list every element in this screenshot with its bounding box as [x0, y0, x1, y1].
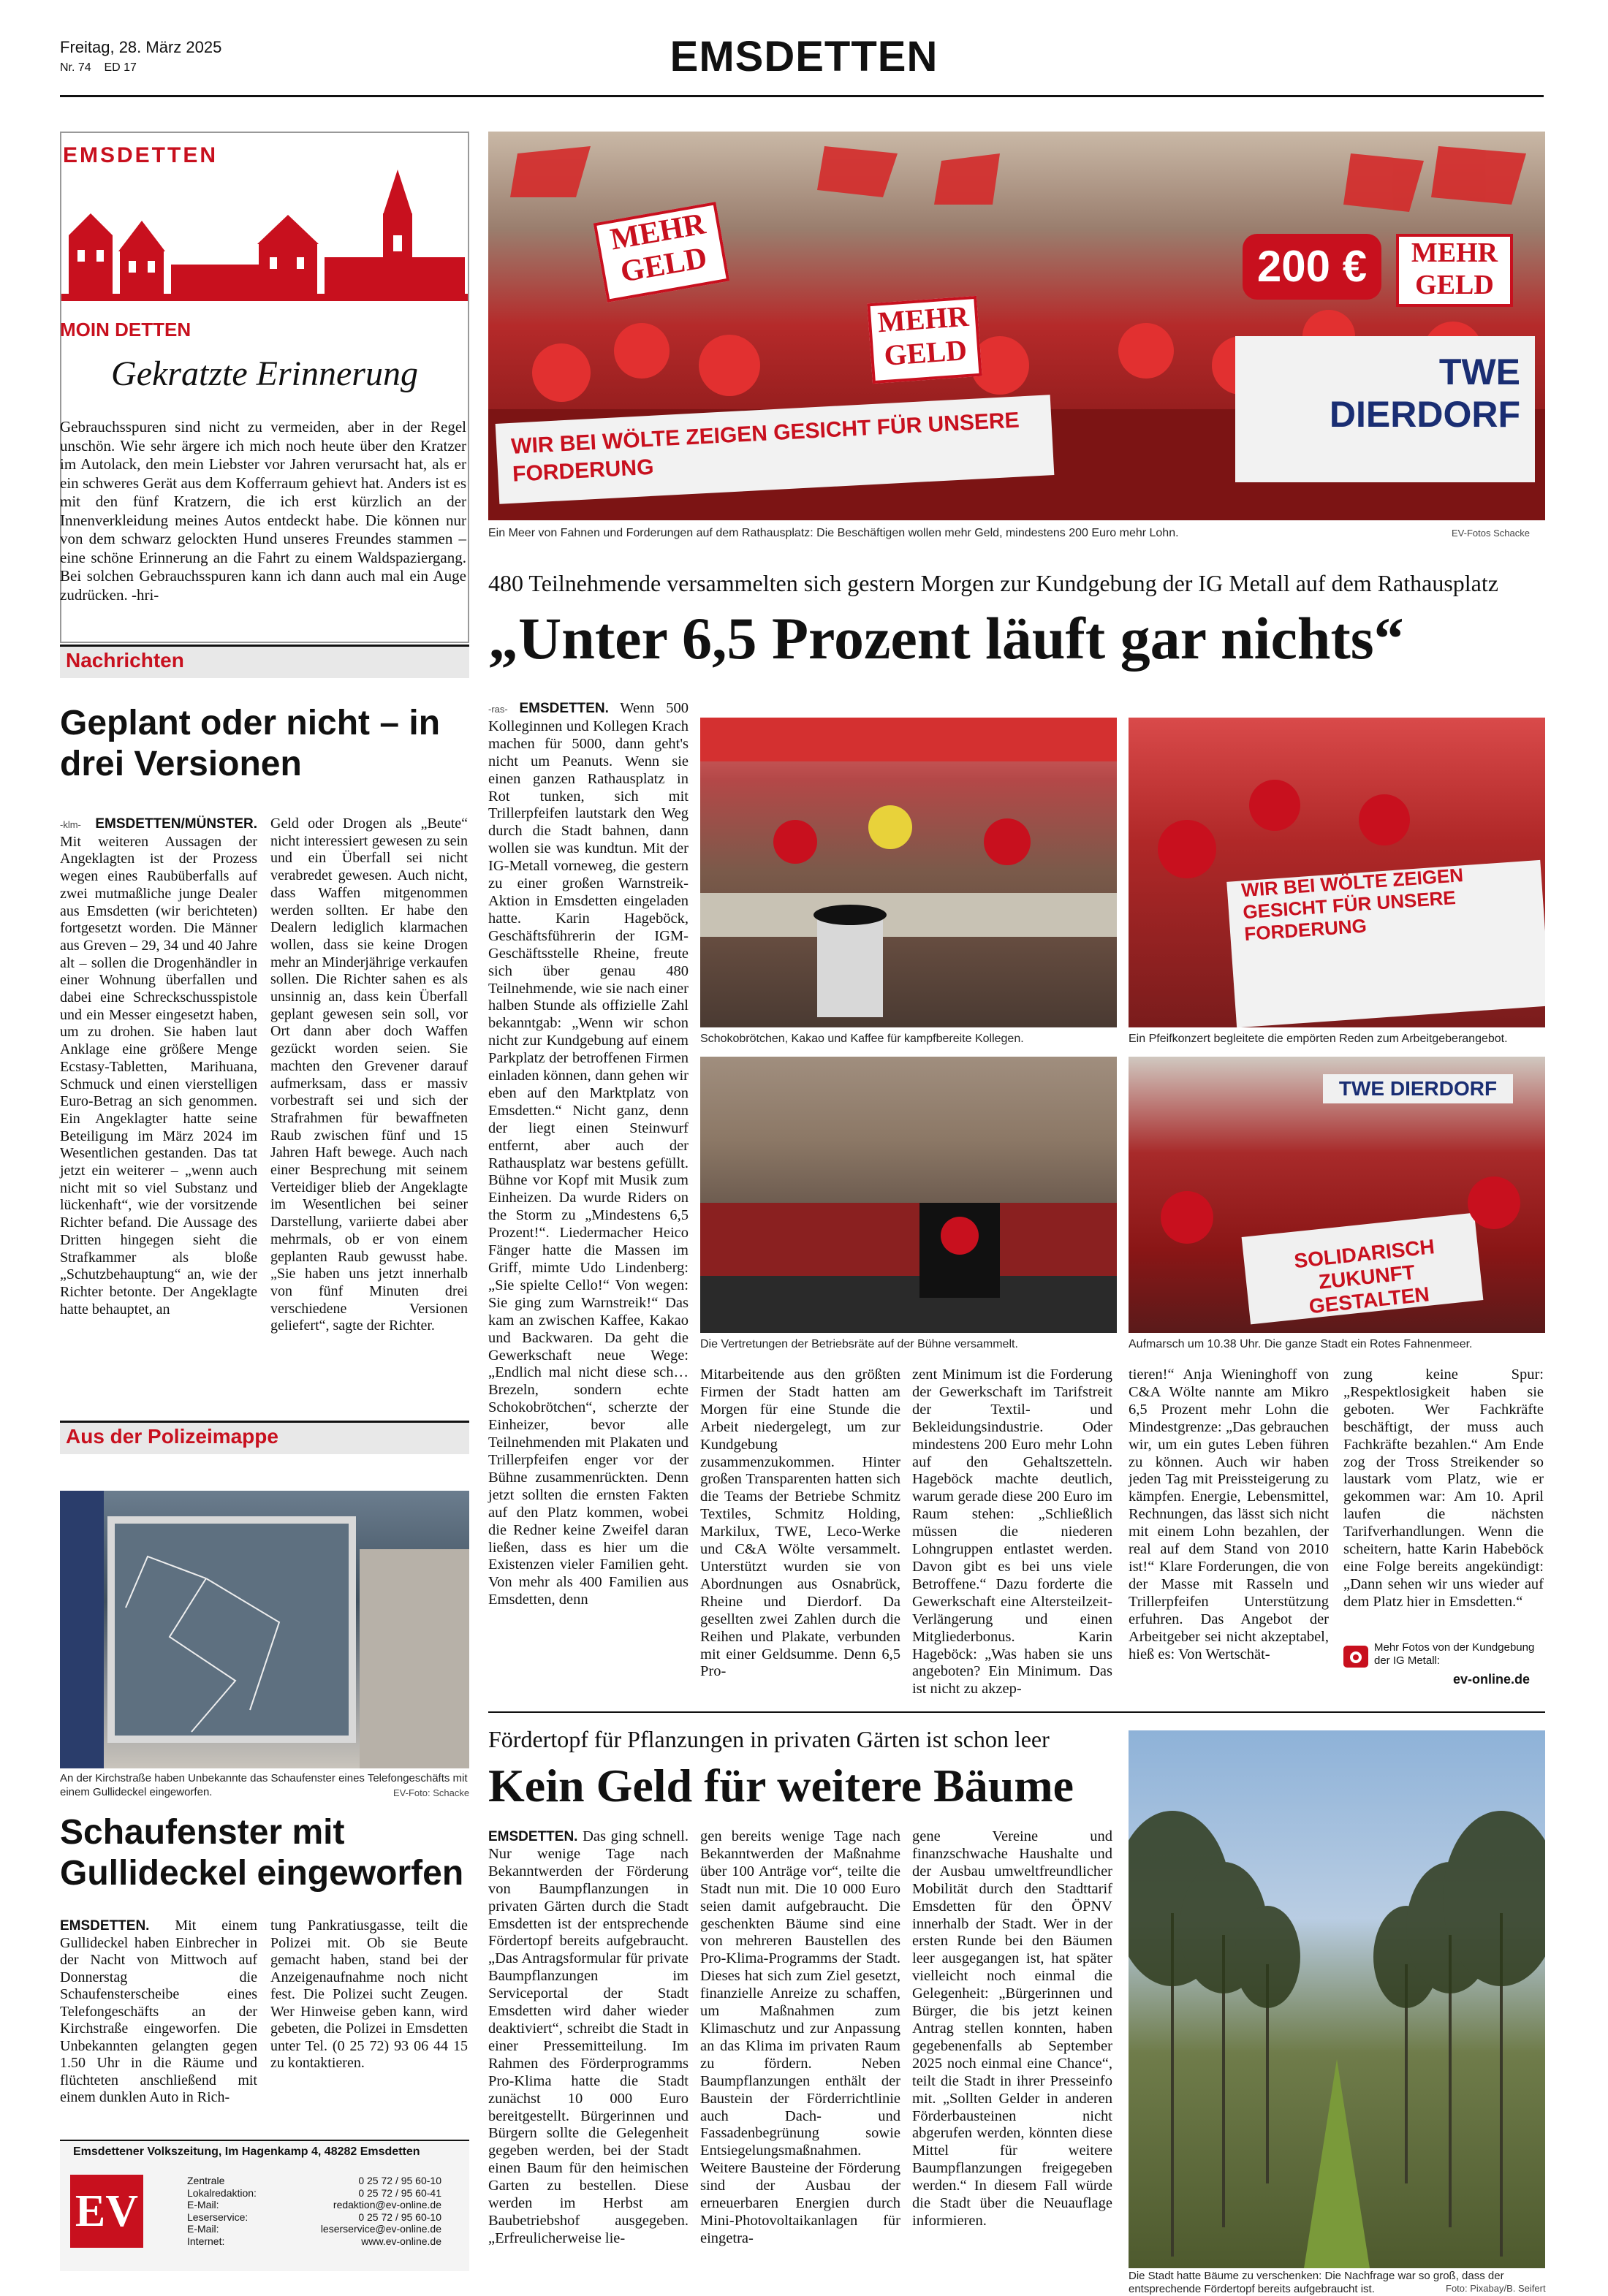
- trees-col-1-text: Das ging schnell. Nur wenige Tage nach Bekanntwerden der Förderung von Baumpflanzungen in privaten Gärten durch die Stadt Emsdetten ist der entsprechende Fördertopf bereits aufgebraucht. „Das Antragsformular für private Baumpflanzungen im Serviceportal der Stadt Emsdetten wird daher wieder deaktiviert“, schreibt die Stadt in einer Pressemitteilung. Im Rahmen des Förderprogramms Pro-Klima hatte die Stadt zunächst 10 000 Euro bereitgestellt. Bürgerinnen und Bürgern sollte die Gelegenheit gegeben werden, bei der Stadt einen Baum für den heimischen Garten zu bestellen. Diese werden im Herbst am Baubetriebshof ausgegeben. „Erfreulicherweise lie-: [488, 1828, 689, 2246]
- mehr-geld-sign-3: MEHR GELD: [1396, 234, 1513, 307]
- main-title: „Unter 6,5 Prozent läuft gar nichts“: [488, 605, 1404, 672]
- emsdetten-skyline-icon: [61, 170, 468, 301]
- woelte-banner-small: WIR BEI WÖLTE ZEIGEN GESICHT FÜR UNSERE FORDERUNG: [1240, 864, 1464, 946]
- issue-edition: ED 17: [104, 61, 137, 74]
- main-byline: -ras-: [488, 704, 508, 715]
- main-col-1: [488, 700, 689, 1609]
- news-byline: -klm-: [60, 819, 81, 830]
- main-col-5: zung keine Spur: „Respektlosigkeit haben sie geboten. Wer Fachkräfte beschäftigt, der muss auch Fachkräfte bezahlen.“ Am Ende zog der Tross Streikender so laustark vom Platz, wie er gekommen war: Am 10. April laufen die nächsten Tarifverhandlungen. Wenn die scheitern, hatte Karin Habeböck eine Folge bereits angekündigt: „Dann sehen wir uns wieder auf dem Platz hier in Emsdetten.“: [1343, 1366, 1544, 1610]
- police-body-1: Mit einem Gullideckel haben Einbrecher in der Nacht von Mittwoch auf Donnerstag die Schaufensterscheibe eines Telefongeschäfts an der Kirchstraße eingeworfen. Die Unbekannten gelangten gegen 1.50 Uhr in die Räume und flüchteten anschließend mit einem dunklen Auto in Rich-: [60, 1917, 257, 2105]
- trees-top-rule: [488, 1711, 1545, 1713]
- imprint-title: Emsdettener Volkszeitung, Im Hagenkamp 4, 48282 Emsdetten: [73, 2145, 420, 2158]
- police-photo-caption: An der Kirchstraße haben Unbekannte das Schaufenster eines Telefongeschäfts mit einem Gullideckel eingeworfen.: [60, 1772, 468, 1798]
- trees-photo: [1129, 1730, 1545, 2268]
- more-photos-box[interactable]: [1343, 1640, 1544, 1691]
- moin-title: Gekratzte Erinnerung: [111, 354, 418, 393]
- trees-photo-credit: Foto: Pixabay/B. Seifert: [1446, 2283, 1546, 2294]
- police-photo-credit: EV-Foto: Schacke: [393, 1787, 470, 1798]
- section-title: EMSDETTEN: [670, 33, 938, 80]
- imprint-label: E-Mail:: [187, 2199, 219, 2211]
- hero-caption: Ein Meer von Fahnen und Forderungen auf dem Rathausplatz: Die Beschäftigen wollen mehr Geld, mindestens 200 Euro mehr Lohn.: [488, 527, 1179, 539]
- trees-col-2: gen bereits wenige Tage nach Bekanntwerden der Maßnahme über 100 Anträge vor“, teilte die Stadt nun mit. Die 10 000 Euro seien damit aufgebraucht. Die geschenkten Bäume sind eine von mehreren Baustellen des Pro-Klima-Programms der Stadt. Dieses hat sich zum Ziel gesetzt, finanzielle Anreize zu schaffen, um Maßnahmen zum Klimaschutz und zur Anpassung an das Klima im privaten Raum zu fördern. Neben Baumpflanzungen enthält der Baustein der Förderrichtlinie auch Dach- und Fassadenbegrünung sowie Entsiegelungsmaßnahmen. Weitere Bausteine der Förderung sind der Ausbau der erneuerbaren Energien durch Mini-Photovoltaikanlagen für eingetra-: [700, 1828, 900, 2246]
- moin-body: Gebrauchsspuren sind nicht zu vermeiden, aber in der Regel unschön. Wie sehr ärgere ich mich noch heute über den Kratzer im Autolack, den mein Liebster vor Jahren verursacht hat, als er ein schweres Gerät aus dem Kofferraum gehievt hat. Anders ist es mit den fünf Kratzern, die ich erst kürzlich an der Innenverkleidung meines Autos entdeckt habe. Die können nur von dem schwarz gelockten Hund unseres Freundes stammen – eine schöne Erinnerung an die Fahrt zu einem Waldspaziergang. Bei solchen Gebrauchsspuren kann ich dann auch mal ein Auge zudrücken. -hri-: [60, 418, 466, 604]
- trees-photo-caption: Die Stadt hatte Bäume zu verschenken: Die Nachfrage war so groß, dass der entsprechende Fördertopf bereits aufgebraucht ist.: [1129, 2270, 1504, 2295]
- 200-euro-sign: 200 €: [1243, 234, 1381, 300]
- news-label: Nachrichten: [66, 649, 184, 672]
- hero-credit: EV-Fotos Schacke: [1452, 528, 1530, 539]
- stage-illustration: [700, 1057, 1117, 1333]
- mehr-geld-sign-2: MEHR GELD: [867, 296, 982, 384]
- tree-nursery-illustration: [1129, 1730, 1545, 2268]
- trees-location: EMSDETTEN.: [488, 1829, 578, 1844]
- police-location: EMSDETTEN.: [60, 1918, 150, 1934]
- ev-logo: EV: [70, 2175, 143, 2248]
- police-title: Schaufenster mit Gullideckel eingeworfen: [60, 1813, 464, 1893]
- imprint-value: 0 25 72 / 95 60-10: [358, 2175, 441, 2186]
- photo-whistle-caption: Ein Pfeifkonzert begleitete die empörten Reden zum Arbeitgeberangebot.: [1129, 1033, 1508, 1045]
- twe-dierdorf-banner: TWE DIERDORF: [1323, 1074, 1513, 1103]
- main-kicker: 480 Teilnehmende versammelten sich gestern Morgen zur Kundgebung der IG Metall auf dem Rathausplatz: [488, 570, 1498, 596]
- photo-march-caption: Aufmarsch um 10.38 Uhr. Die ganze Stadt ein Rotes Fahnenmeer.: [1129, 1338, 1473, 1350]
- woelte-banner: WIR BEI WÖLTE ZEIGEN GESICHT FÜR UNSERE FORDERUNG: [496, 395, 1055, 504]
- imprint-label: Leserservice:: [187, 2211, 249, 2223]
- main-col-3: zent Minimum ist die Forderung der Gewerkschaft im Tarifstreit der Textil- und Bekleidungsindustrie. Oder mindestens 200 Euro mehr Lohn auf den Gehaltszetteln. Hageböck machte deutlich, warum gerade diese 200 Euro im Raum stehen: „Schließlich müssen die niederen Lohngruppen entlastet werden. Davon gibt es bei uns viele Betroffene.“ Dazu forderte die Gewerkschaft eine Altersteilzeit-Verlängerung und einen Mitgliederbonus. Karin Hageböck: „Was haben sie uns angeboten? Ein Minimum. Das ist nicht zu akzep-: [912, 1366, 1112, 1698]
- imprint-value: 0 25 72 / 95 60-10: [358, 2211, 441, 2223]
- camera-icon: [1343, 1646, 1368, 1668]
- imprint-email-link[interactable]: redaktion@ev-online.de: [333, 2199, 441, 2211]
- trees-title: Kein Geld für weitere Bäume: [488, 1760, 1074, 1812]
- main-col-4: tieren!“ Anja Wieninghoff von C&A Wölte nannte am Mikro 6,5 Prozent mehr Lohn die Mindestgrenze: „Das gebrauchen wir, um ein gutes Leben führen zu können. Auch wir haben jeden Tag mit Preissteigerung zu kämpfen. Energie, Lebensmittel, Rechnungen, das lässt sich nicht mit einem Lohn bezahlen, der real auf dem Stand von 2010 ist!“ Klare Forderungen, die von der Masse mit Rasseln und Trillerpfeifen Unterstützung erfuhren. Das Angebot der Arbeitgeber sei nicht akzeptabel, hieß es: Von Wertschät-: [1129, 1366, 1329, 1662]
- trees-kicker: Fördertopf für Pflanzungen in privaten Gärten ist schon leer: [488, 1726, 1050, 1752]
- header-rule: [60, 95, 1544, 97]
- trees-col-1: [488, 1828, 689, 2248]
- photo-coffee: [700, 718, 1117, 1027]
- solidarisch-banner: SOLIDARISCH ZUKUNFT GESTALTEN: [1293, 1235, 1436, 1318]
- news-col-2: Geld oder Drogen als „Beute“ nicht interessiert gewesen zu sein und ein Überfall sei nicht verabredet gewesen. Auch nicht, dass Waffen mitgenommen werden sollten. Er habe den Dealern lediglich klarmachen wollen, dass sie keine Drogen mehr an Minderjährige verkaufen sollen. Die Richter sahen es als unsinnig an, dass kein Überfall geplant gewesen sein soll, vor Ort dann aber doch Waffen gezückt worden seien. Sie machten den Grevener darauf aufmerksam, dass er massiv vorbestraft sei und sich der Strafrahmen für bewaffneten Raub zwischen fünf und 15 Jahren Haft bewege. Auch nach einer Besprechung mit seinem Verteidiger blieb der Angeklagte im Wesentlichen bei seiner Darstellung, variierte dabei aber mehrmals, ob er von einem geplanten Raub gewusst habe. „Sie haben uns jetzt innerhalb von fünf Minuten drei verschiedene Versionen geliefert“, sagte der Richter.: [270, 816, 468, 1334]
- photo-stage: [700, 1057, 1117, 1333]
- news-body-1: Mit weiteren Aussagen der Angeklagten ist der Prozess wegen eines Raubüberfalls auf zwei mutmaßliche junge Dealer aus Emsdetten (wir berichteten) fortgesetzt worden. Die Männer aus Greven – 29, 34 und 40 Jahre alt – sollen die Drogenhändler in einer Wohnung überfallen und dabei eine Schreckschusspistole und ein Messer eingesetzt haben, um zu drohen. Sie haben laut Anklage eine größere Menge Ecstasy-Tabletten, Marihuana, Schmuck und einen vierstelligen Euro-Betrag an sich genommen. Ein Angeklagter hatte seine Beteiligung im März 2024 im Wesentlichen gestanden. Das tat jetzt ein weiterer – „wenn auch nicht mit so viel Substanz und lückenhaft“, wie der vorsitzende Richter befand. Die Aussage des Dritten hingegen sieht die Strafkammer als bloße „Schutzbehauptung“ an, wie der Richter betonte. Der Angeklagte hatte behauptet, an: [60, 833, 257, 1318]
- police-col-1: [60, 1917, 257, 2107]
- news-location: EMSDETTEN/MÜNSTER.: [95, 816, 257, 832]
- imprint-value: 0 25 72 / 95 60-41: [358, 2186, 441, 2199]
- mehr-geld-sign: MEHR GELD: [593, 202, 730, 303]
- imprint-label: E-Mail:: [187, 2223, 219, 2235]
- moin-column-label: MOIN DETTEN: [60, 319, 191, 341]
- imprint-labels: [187, 2175, 257, 2247]
- trees-col-3: gene Vereine und finanzschwache Haushalte und der Ausbau umweltfreundlicher Mobilität durch den Stadttarif Emsdetten für den ÖPNV innerhalb der Stadt. Wer in der ersten Runde bei den Bäumen leer ausgegangen ist, hat später vielleicht noch einmal die Gelegenheit: „Bürgerinnen und Bürger, die bis jetzt keinen Antrag stellen konnten, haben gegebenenfalls ab September 2025 noch einmal eine Chance“, teilt die Stadt in ihrer Presseinfo mit. „Sollten Gelder in anderen Förderbausteinen nicht abgerufen werden, könnten diese Mittel für weitere Baumpflanzungen freigegeben werden.“ In diesem Fall würde die Stadt über die Neuauflage informieren.: [912, 1828, 1112, 2229]
- main-col-1-text: Wenn 500 Kolleginnen und Kollegen Krach machen für 5000, dann geht's nicht um Peanuts. Wenn sie einen ganzen Rathausplatz in Rot tunken, sich mit Trillerpfeifen lautstark den Weg durch die Stadt bahnen, dann wollen sie was kundtun. Mit der IG-Metall vorneweg, die gestern zu einer großen Warnstreik-Aktion in Emsdetten eingeladen hatte. Karin Hageböck, Geschäftsführerin der IGM-Geschäftsstelle Rheine, freute sich über genau 480 Teilnehmende, wie sie nach einer halben Stunde als offizielle Zahl bekanntgab: „Wenn wir schon nicht zur Kundgebung auf einem Parkplatz der betroffenen Firmen einladen können, dann gehen wir eben auf den Marktplatz von Emsdetten.“ Nicht ganz, denn der liegt einen Steinwurf entfernt, aber auch der Rathausplatz war bestens gefüllt. Bühne vor Kopf mit Musik zum Einheizen. Da wurde Riders on the Storm zu „Mindestens 6,5 Prozent!“. Liedermacher Heico Fänger hatte die Massen im Griff, mimte Udo Lindenberg: „Sie spielte Cello!“ Von wegen: Sie ging zum Warnstreik!“ Das kam an zwischen Kaffee, Kakao und Backwaren. Da geht die Gewerkschaft neue Wege: „Endlich mal nicht diese sch… Brezeln, sondern echte Schokobrötchen“, scherzte der Einheizer, bevor alle Teilnehmenden mit Plakaten und Trillerpfeifen enger vor der Bühne zusammenrückten. Denn jetzt sollten die ernsten Fakten auf den Platz kommen, wobei die Redner keine Zweifel daran ließen, dass es hier um die Existenzen vieler Familien geht. Von mehr als 400 Familien aus Emsdetten, denn: [488, 700, 689, 1608]
- imprint-label: Internet:: [187, 2235, 225, 2247]
- imprint-values: [301, 2175, 441, 2247]
- main-location: EMSDETTEN.: [519, 701, 609, 716]
- photo-coffee-caption: Schokobrötchen, Kakao und Kaffee für kampfbereite Kollegen.: [700, 1033, 1024, 1045]
- police-col-2: tung Pankratiusgasse, teilt die Polizei mit. Ob sie Beute gemacht haben, stand bei der Anzeigenaufnahme noch nicht fest. Die Polizei sucht Zeugen. Wer Hinweise geben kann, wird gebeten, die Polizei in Emsdetten unter Tel. (0 25 72) 93 06 44 15 zu kontaktieren.: [270, 1917, 468, 2071]
- imprint-label: Zentrale: [187, 2175, 225, 2186]
- coffee-table-illustration: [700, 718, 1117, 1027]
- news-col-1: [60, 816, 257, 1318]
- imprint-label: Lokalredaktion:: [187, 2186, 257, 2199]
- main-col-2: Mitarbeitende aus den größten Firmen der Stadt hatten am Morgen für eine Stunde die Arbeit niedergelegt, um zur Kundgebung zusammenzukommen. Hinter großen Transparenten hatten sich die Teams der Betriebe Schmitz Textiles, Schmitz Holding, Markilux, TWE, Leco-Werke und C&A Wölte versammelt. Unterstützt wurden sie von Abordnungen aus Osnabrück, Rheine und Dierdorf. Da gesellten zwei Zahlen durch die Reihen und Plakate, verbunden mit einer Geldsumme. Denn 6,5 Pro-: [700, 1366, 900, 1680]
- imprint-email-link[interactable]: leserservice@ev-online.de: [320, 2223, 441, 2235]
- moin-logo-text: EMSDETTEN: [63, 143, 219, 167]
- broken-window-icon: [60, 1491, 469, 1768]
- twe-banner: TWE DIERDORF: [1235, 336, 1535, 482]
- more-photos-link[interactable]: ev-online.de: [1453, 1672, 1531, 1687]
- photo-stage-caption: Die Vertretungen der Betriebsräte auf der Bühne versammelt.: [700, 1338, 1018, 1350]
- news-title: Geplant oder nicht – in drei Versionen: [60, 704, 441, 783]
- police-label: Aus der Polizeimappe: [66, 1425, 278, 1448]
- more-photos-text: Mehr Fotos von der Kundgebung der IG Metall:: [1374, 1641, 1535, 1667]
- imprint-website-link[interactable]: www.ev-online.de: [361, 2235, 441, 2247]
- police-photo: [60, 1491, 469, 1768]
- issue-date: Freitag, 28. März 2025: [60, 38, 222, 56]
- issue-number-value: Nr. 74: [60, 61, 91, 74]
